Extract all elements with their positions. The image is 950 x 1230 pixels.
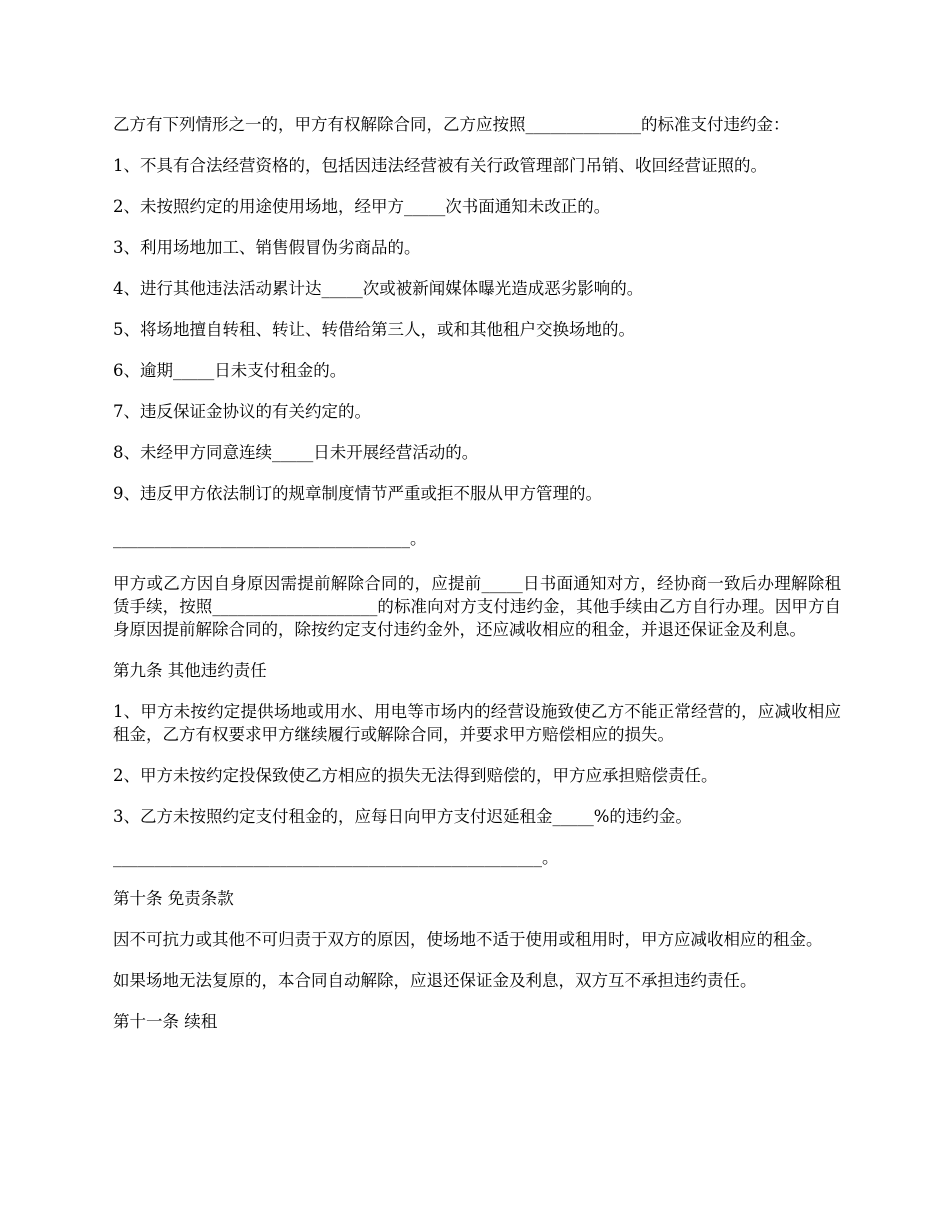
early-termination-paragraph: 甲方或乙方因自身原因需提前解除合同的，应提前_____日书面通知对方，经协商一致后办理解除租赁手续，按照____________________的标准向对方支付违约金，其他手续由乙方自行办理。因甲方自身原因提前解除合同的，除按约定支付违约金外，还应减收相应的租金，并退还保证金及利息。	[113, 574, 841, 639]
blank-line-2: ____________________________________________________。	[113, 848, 559, 867]
breach-item-9: 9、违反甲方依法制订的规章制度情节严重或拒不服从甲方管理的。	[113, 484, 602, 503]
breach-item-6: 6、逾期_____日未支付租金的。	[113, 361, 347, 380]
article-11-heading: 第十一条 续租	[113, 1012, 218, 1031]
breach-item-1: 1、不具有合法经营资格的，包括因违法经营被有关行政管理部门吊销、收回经营证照的。	[113, 156, 767, 175]
breach-item-7: 7、违反保证金协议的有关约定的。	[113, 402, 371, 421]
breach-item-5: 5、将场地擅自转租、转让、转借给第三人，或和其他租户交换场地的。	[113, 320, 635, 339]
article-10-heading: 第十条 免责条款	[113, 889, 234, 908]
document-page	[113, 113, 841, 1051]
article-9-item-3: 3、乙方未按照约定支付租金的，应每日向甲方支付迟延租金_____%的违约金。	[113, 807, 692, 826]
article-9-item-1: 1、甲方未按约定提供场地或用水、用电等市场内的经营设施致使乙方不能正常经营的，应减收相应租金，乙方有权要求甲方继续履行或解除合同，并要求甲方赔偿相应的损失。	[113, 702, 841, 744]
article-9-heading: 第九条 其他违约责任	[113, 661, 267, 680]
breach-item-4: 4、进行其他违法活动累计达_____次或被新闻媒体曝光造成恶劣影响的。	[113, 279, 644, 298]
article-9-item-2: 2、甲方未按约定投保致使乙方相应的损失无法得到赔偿的，甲方应承担赔偿责任。	[113, 766, 718, 785]
blank-line-1: ____________________________________。	[113, 529, 427, 548]
article-10-paragraph-1: 因不可抗力或其他不可归责于双方的原因，使场地不适于使用或租用时，甲方应减收相应的租金。	[113, 930, 823, 949]
breach-intro-paragraph: 乙方有下列情形之一的，甲方有权解除合同，乙方应按照______________的标准支付违约金：	[113, 115, 790, 134]
article-10-paragraph-2: 如果场地无法复原的，本合同自动解除，应退还保证金及利息，双方互不承担违约责任。	[113, 971, 757, 990]
breach-item-2: 2、未按照约定的用途使用场地，经甲方_____次书面通知未改正的。	[113, 197, 611, 216]
breach-item-3: 3、利用场地加工、销售假冒伪劣商品的。	[113, 238, 421, 257]
breach-item-8: 8、未经甲方同意连续_____日未开展经营活动的。	[113, 443, 479, 462]
